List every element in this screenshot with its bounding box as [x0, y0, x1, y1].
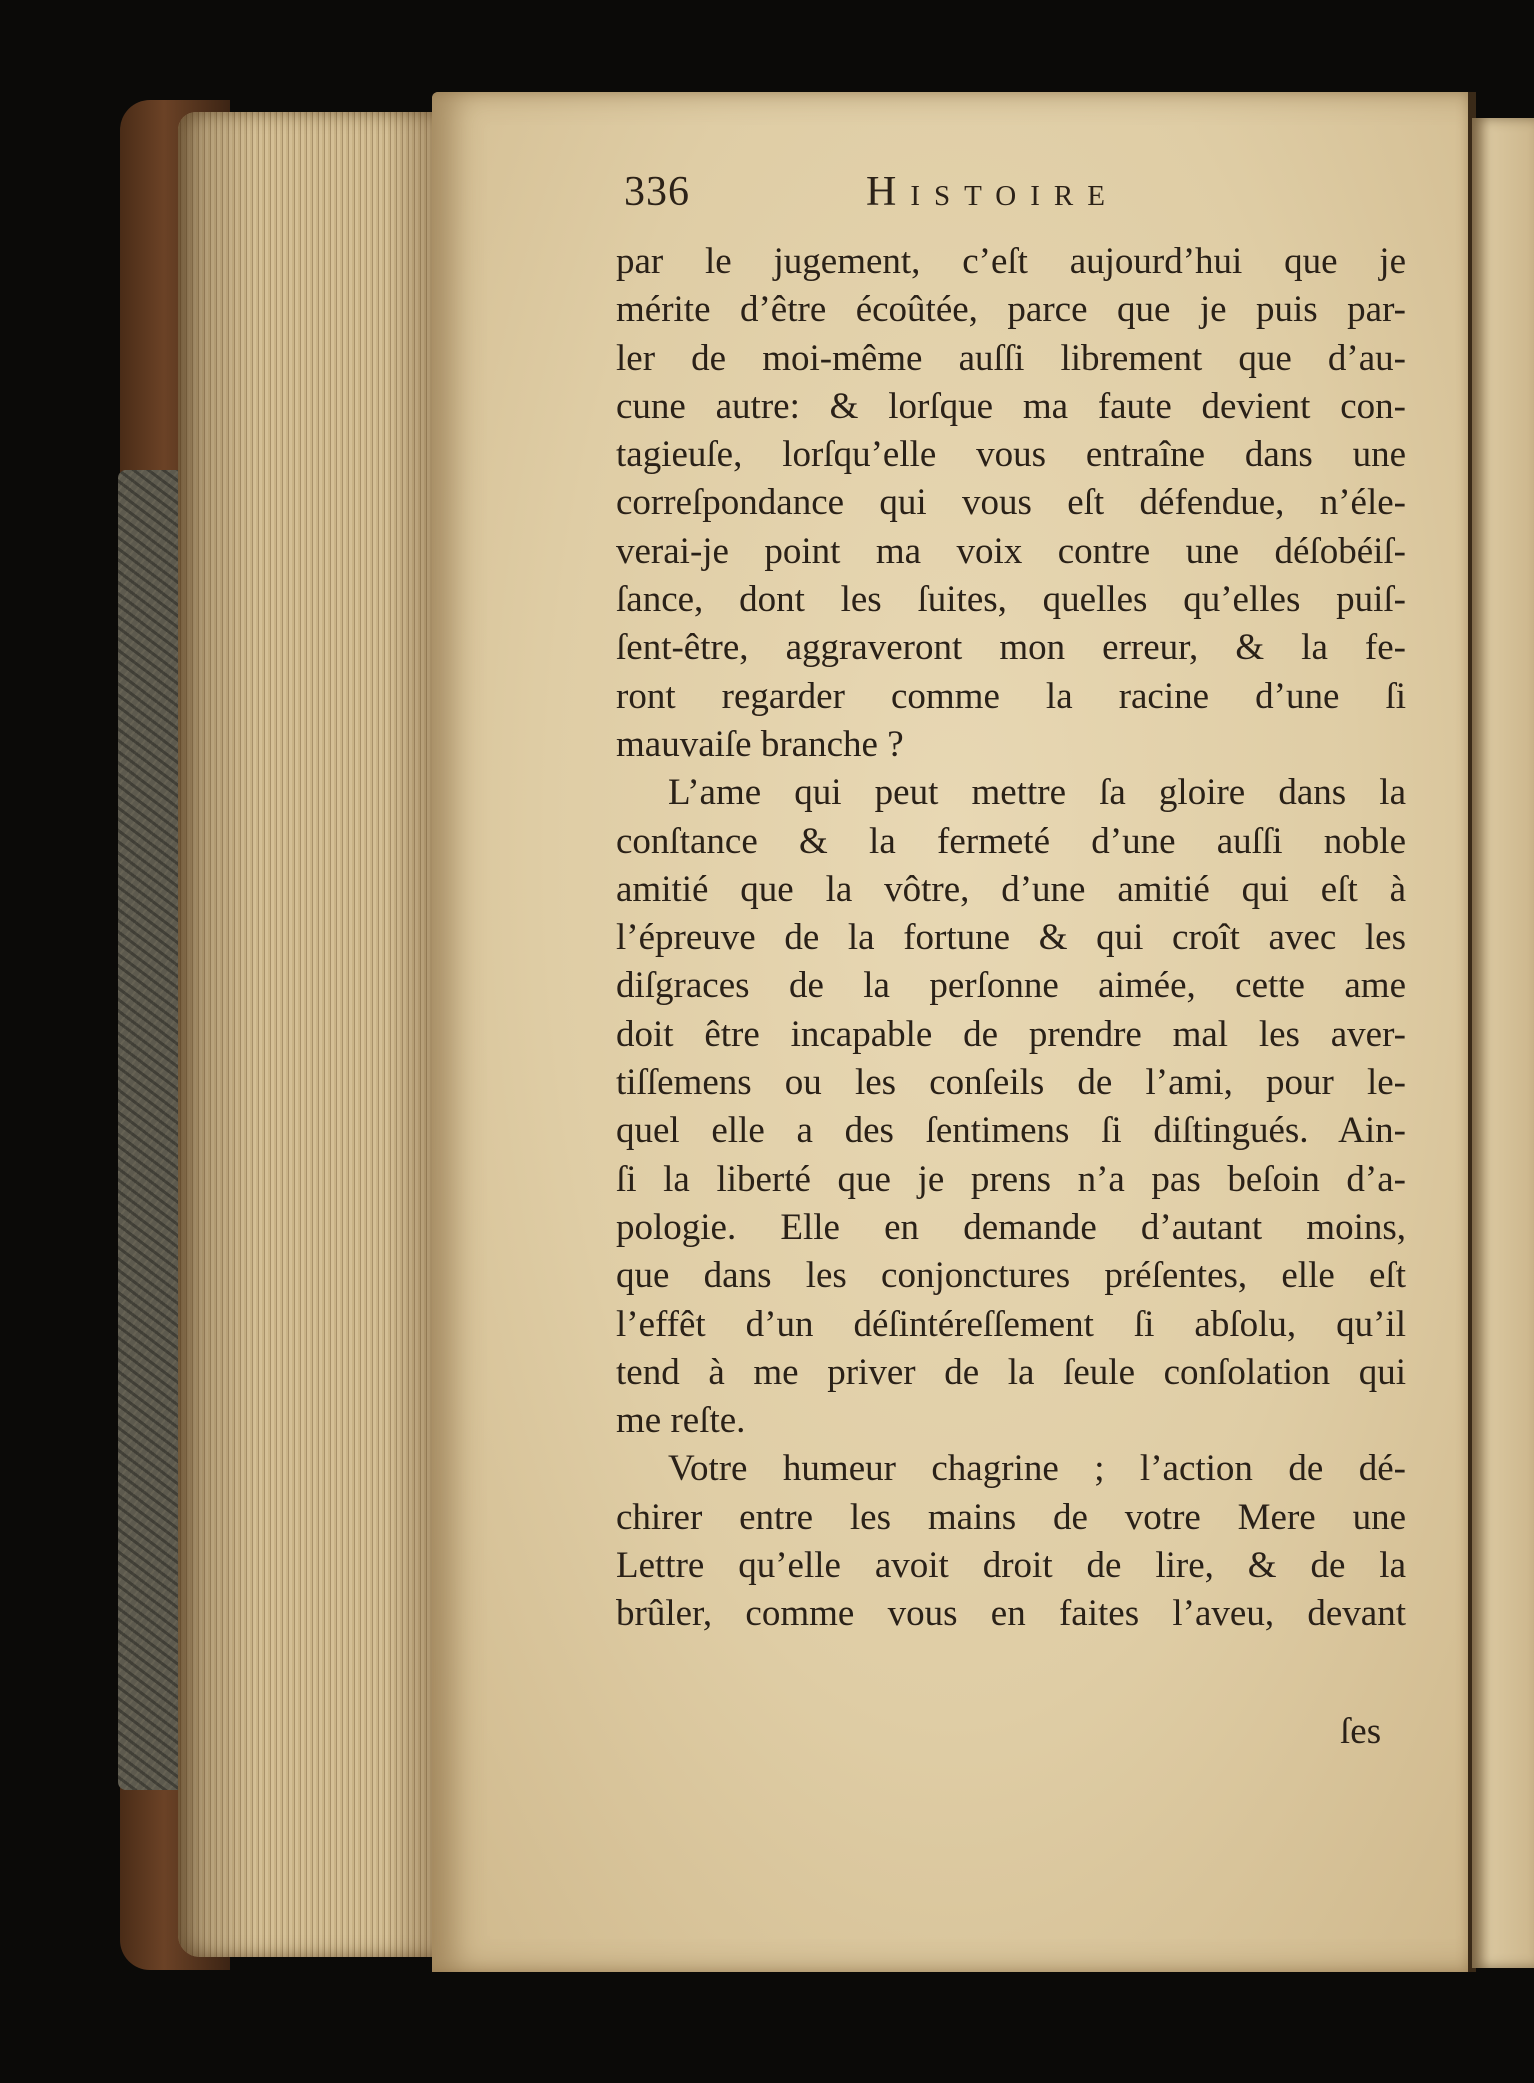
facing-page	[1472, 118, 1534, 1968]
text-line: ſance, dont les ſuites, quelles qu’elles puiſ-	[616, 579, 1406, 621]
page-header	[624, 168, 1184, 228]
text-line: l’effêt d’un déſintéreſſement ſi abſolu, qu’il	[616, 1303, 1406, 1345]
text-line: mérite d’être écoûtée, parce que je puis par-	[616, 289, 1406, 331]
text-line: conſtance & la fermeté d’une auſſi noble	[616, 820, 1406, 862]
text-line: me reſte.	[616, 1400, 746, 1442]
text-line: Lettre qu’elle avoit droit de lire, & de la	[616, 1545, 1406, 1587]
page-fore-edge-shadow	[178, 112, 438, 1957]
text-line: verai-je point ma voix contre une déſobéiſ-	[616, 530, 1406, 572]
text-line: mauvaiſe branche ?	[616, 723, 904, 765]
text-line: chirer entre les mains de votre Mere une	[616, 1496, 1406, 1538]
text-line: correſpondance qui vous eſt défendue, n’éle-	[616, 482, 1406, 524]
text-line: ſi la liberté que je prens n’a pas beſoin d’a-	[616, 1158, 1406, 1200]
text-line: tend à me priver de la ſeule conſolation qui	[616, 1351, 1406, 1393]
text-line: brûler, comme vous en faites l’aveu, devant	[616, 1593, 1406, 1635]
text-line: ler de moi-même auſſi librement que d’au-	[616, 337, 1406, 379]
text-line: ront regarder comme la racine d’une ſi	[616, 675, 1406, 717]
running-title: Histoire	[866, 169, 1119, 215]
text-line: tiſſemens ou les conſeils de l’ami, pour le-	[616, 1062, 1406, 1104]
text-line: L’ame qui peut mettre ſa gloire dans la	[668, 772, 1406, 814]
text-line: diſgraces de la perſonne aimée, cette ame	[616, 965, 1406, 1007]
catchword: ſes	[1340, 1711, 1382, 1752]
text-line: l’épreuve de la fortune & qui croît avec les	[616, 917, 1406, 959]
text-line: quel elle a des ſentimens ſi diſtingués. Ain-	[616, 1110, 1406, 1152]
text-line: pologie. Elle en demande d’autant moins,	[616, 1206, 1406, 1248]
body-text	[616, 238, 1406, 1639]
text-line: que dans les conjonctures préſentes, elle eſt	[616, 1255, 1406, 1297]
text-line: doit être incapable de prendre mal les aver-	[616, 1013, 1406, 1055]
text-line: ſent-être, aggraveront mon erreur, & la fe-	[616, 627, 1406, 669]
text-line: par le jugement, c’eſt aujourd’hui que je	[616, 241, 1406, 282]
text-line: cune autre: & lorſque ma faute devient con-	[616, 385, 1406, 427]
text-line: amitié que la vôtre, d’une amitié qui eſt à	[616, 868, 1406, 910]
text-line: Votre humeur chagrine ; l’action de dé-	[668, 1448, 1406, 1490]
text-line: tagieuſe, lorſqu’elle vous entraîne dans une	[616, 434, 1406, 476]
page-number: 336	[624, 169, 690, 215]
